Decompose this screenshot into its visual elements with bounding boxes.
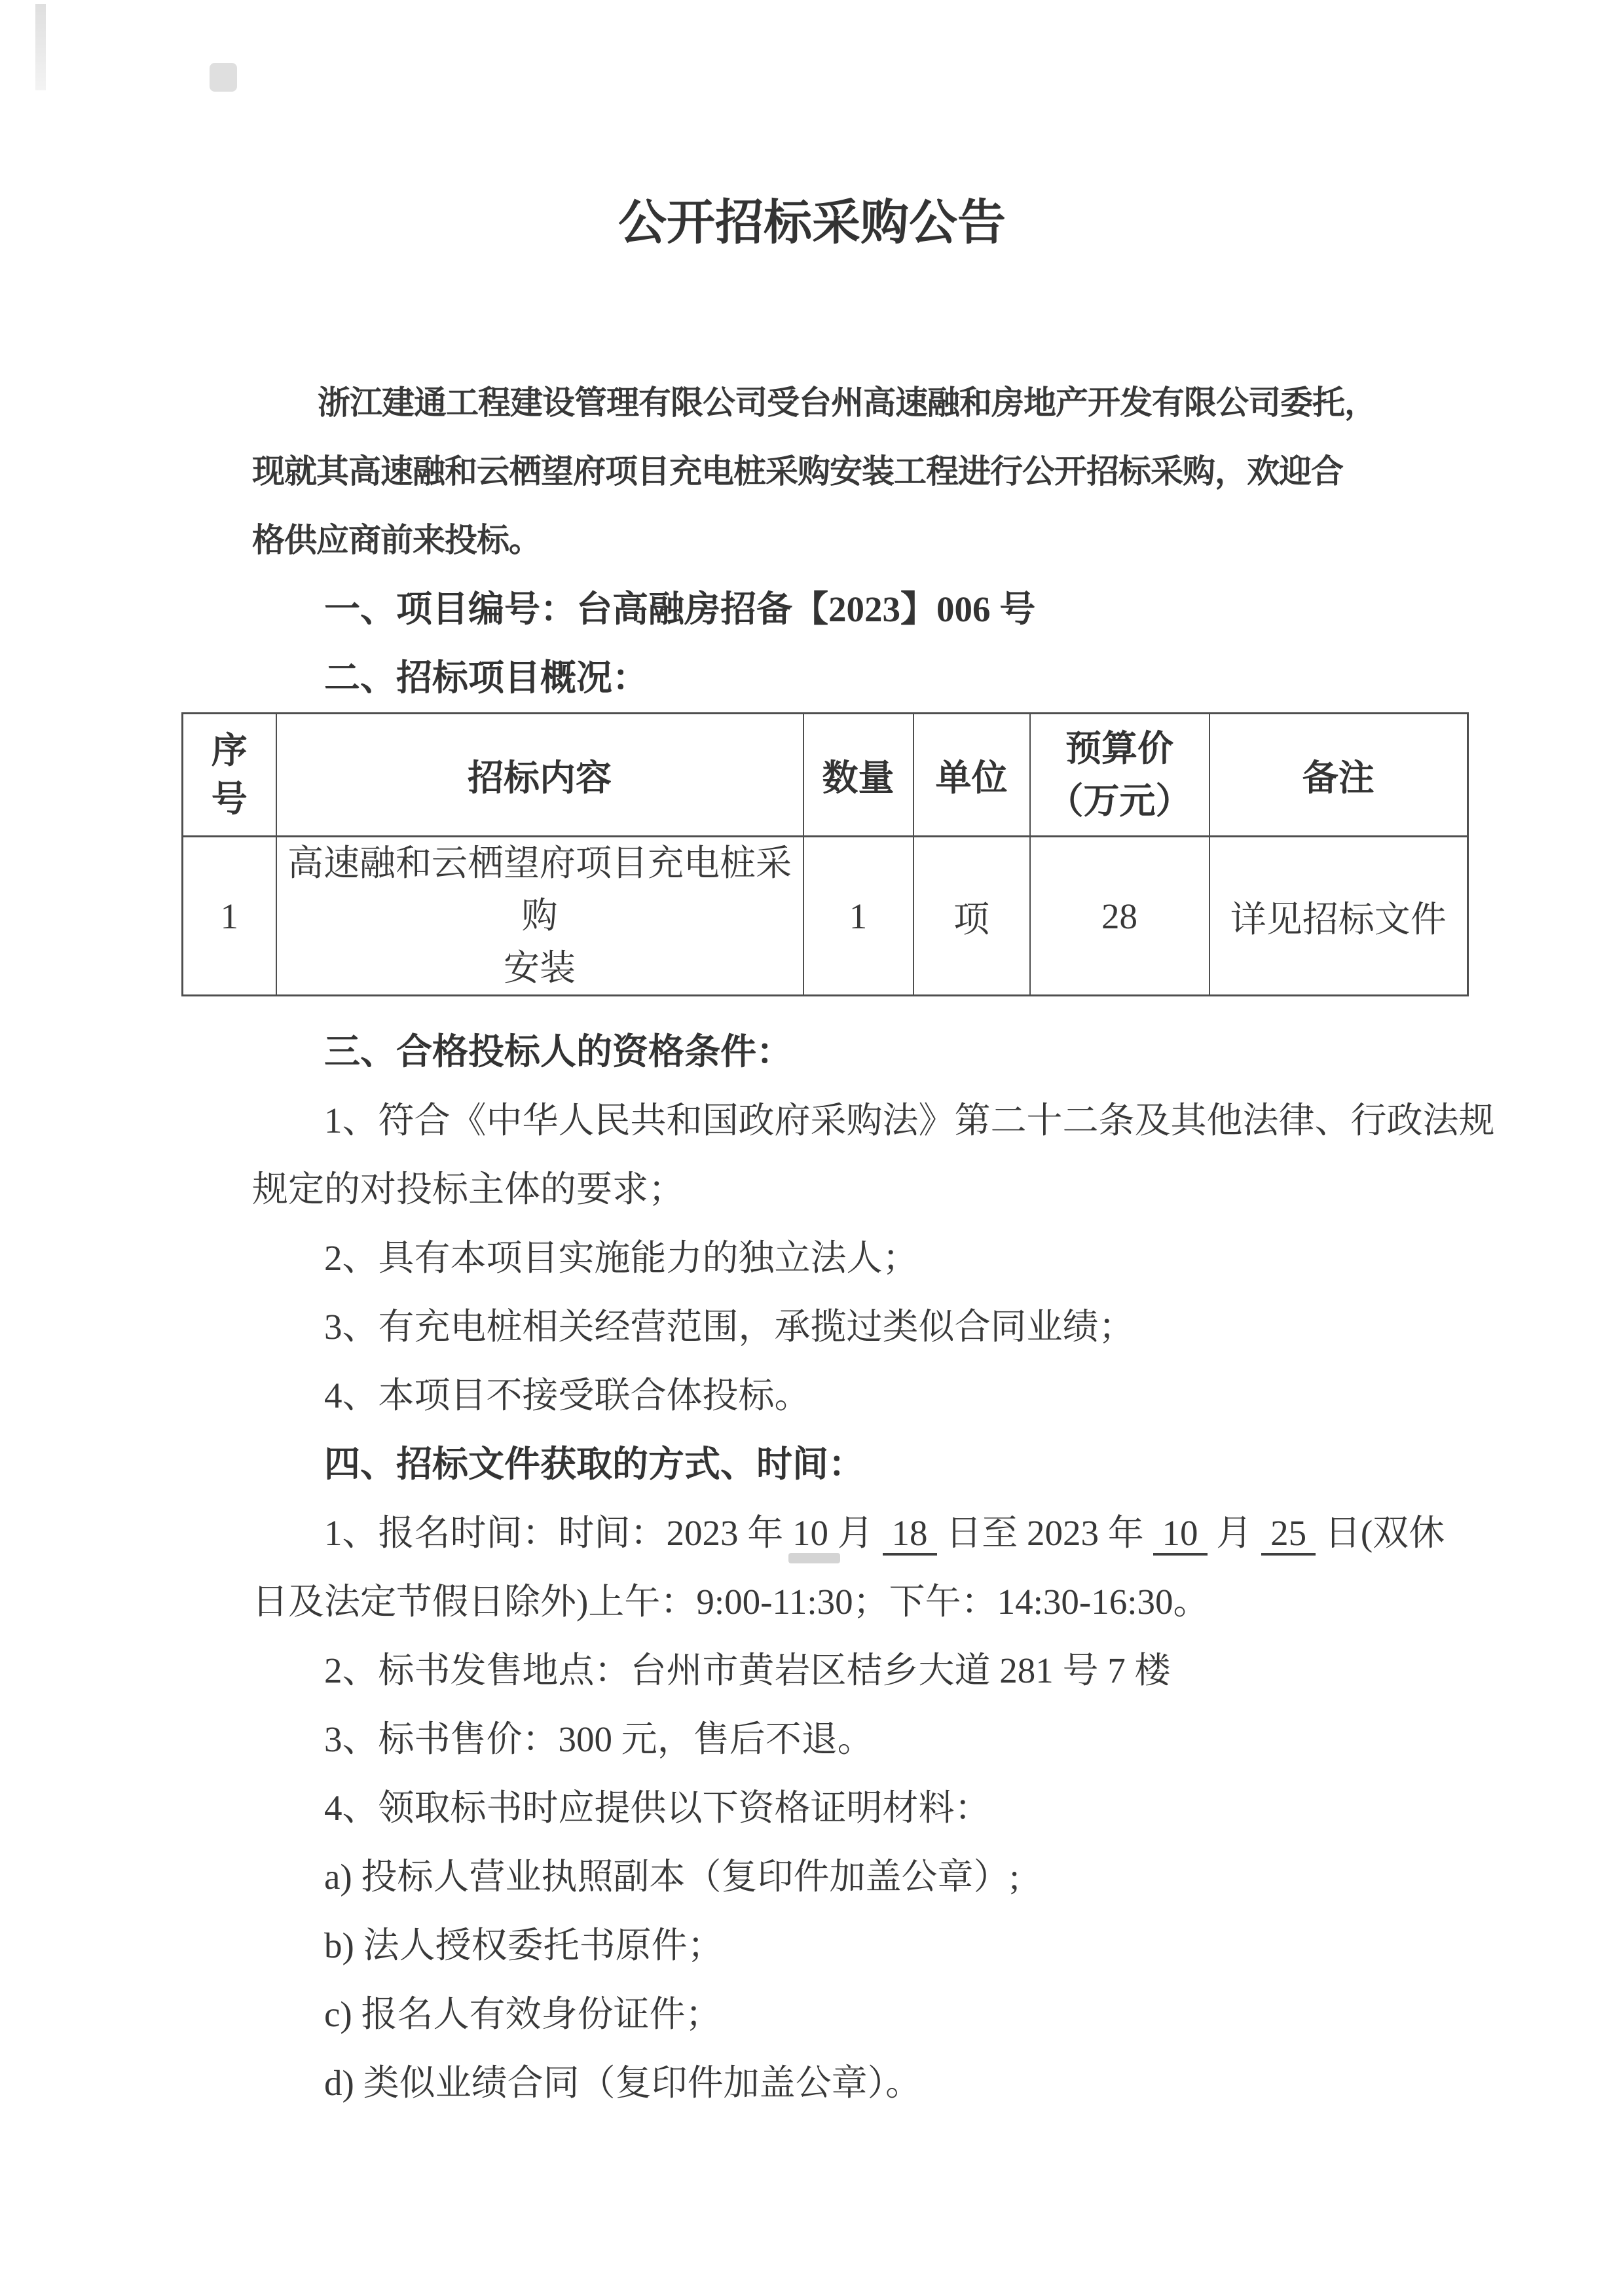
cell-content [276,837,803,996]
end-day-underlined: 25 [1261,1513,1316,1556]
apply-time-text: 月 [1207,1513,1262,1553]
apply-time-text: 日至 2023 年 [936,1513,1153,1553]
cell-unit: 项 [913,837,1030,996]
table-header-budget-lines [1047,723,1191,828]
bid-overview-table [181,712,1469,996]
section-three-item1-line2: 规定的对投标主体的要求； [252,1169,685,1209]
section-four-item2: 2、标书发售地点：台州市黄岩区桔乡大道 281 号 7 楼 [324,1650,1171,1690]
section-four-item3: 3、标书售价：300 元，售后不退。 [324,1719,874,1759]
table-header-row [183,714,1468,837]
section-four-item-d: d) 类似业绩合同（复印件加盖公章）。 [324,2063,922,2103]
cell-content-line2: 安装 [503,948,576,988]
table-header-unit: 单位 [913,714,1030,837]
apply-time-text: 月 [828,1513,883,1553]
intro-line-2: 现就其高速融和云栖望府项目充电桩采购安装工程进行公开招标采购，欢迎合 [252,453,1343,490]
cell-qty: 1 [803,837,913,996]
end-month-underlined: 10 [1153,1513,1208,1556]
table-header-remark: 备注 [1209,714,1468,837]
cell-remark: 详见招标文件 [1209,837,1468,996]
apply-time-text: 1、报名时间：时间：2023 年 [324,1513,793,1553]
budget-label-line2: （万元） [1047,780,1192,821]
section-one-heading: 一、项目编号：台高融房招备【2023】006 号 [324,589,1036,629]
section-three-item2: 2、具有本项目实施能力的独立法人； [324,1238,919,1278]
table-header-seq-label: 序号 [211,730,248,819]
intro-paragraph [0,369,1624,575]
budget-label-line1: 预算价 [1065,728,1173,769]
table-header-budget [1030,714,1209,837]
section-two-heading: 二、招标项目概况： [324,658,649,698]
section-four-heading: 四、招标文件获取的方式、时间： [324,1444,865,1484]
scan-blob-artifact [210,63,237,92]
apply-time-text: 日(双休 [1316,1513,1445,1553]
table-header-content: 招标内容 [276,714,803,837]
section-three-item1-line1: 1、符合《中华人民共和国政府采购法》第二十二条及其他法律、行政法规 [324,1101,1495,1140]
page-title: 公开招标采购公告 [618,196,1006,250]
cell-seq: 1 [183,837,276,996]
cell-content-line1: 高速融和云栖望府项目充电桩采购 [287,843,792,936]
section-four-item1-line1 [0,1499,1624,1567]
section-four-item-a: a) 投标人营业执照副本（复印件加盖公章）; [324,1857,1020,1897]
section-three-item4: 4、本项目不接受联合体投标。 [324,1376,811,1415]
intro-line-3: 格供应商前来投标。 [252,522,541,558]
cell-budget: 28 [1030,837,1209,996]
cell-content-lines [284,837,796,994]
section-three-item3: 3、有充电桩相关经营范围，承揽过类似合同业绩； [324,1307,1135,1347]
section-four-item4: 4、领取标书时应提供以下资格证明材料： [324,1788,991,1828]
start-day-underlined: 18 [883,1513,937,1556]
section-four-item-b: b) 法人授权委托书原件； [324,1925,724,1965]
section-four-item-c: c) 报名人有效身份证件； [324,1994,722,2034]
section-four-item1-line2: 日及法定节假日除外)上午：9:00-11:30；下午：14:30-16:30。 [252,1582,1209,1622]
table-header-qty: 数量 [803,714,913,837]
scan-streak-artifact [35,4,46,90]
table-row [183,837,1468,996]
section-three-heading: 三、合格投标人的资格条件： [324,1032,793,1072]
table-header-seq [183,714,276,837]
intro-line-1: 浙江建通工程建设管理有限公司受台州高速融和房地产开发有限公司委托， [318,384,1376,421]
month-value-smudged: 10 [792,1499,828,1567]
